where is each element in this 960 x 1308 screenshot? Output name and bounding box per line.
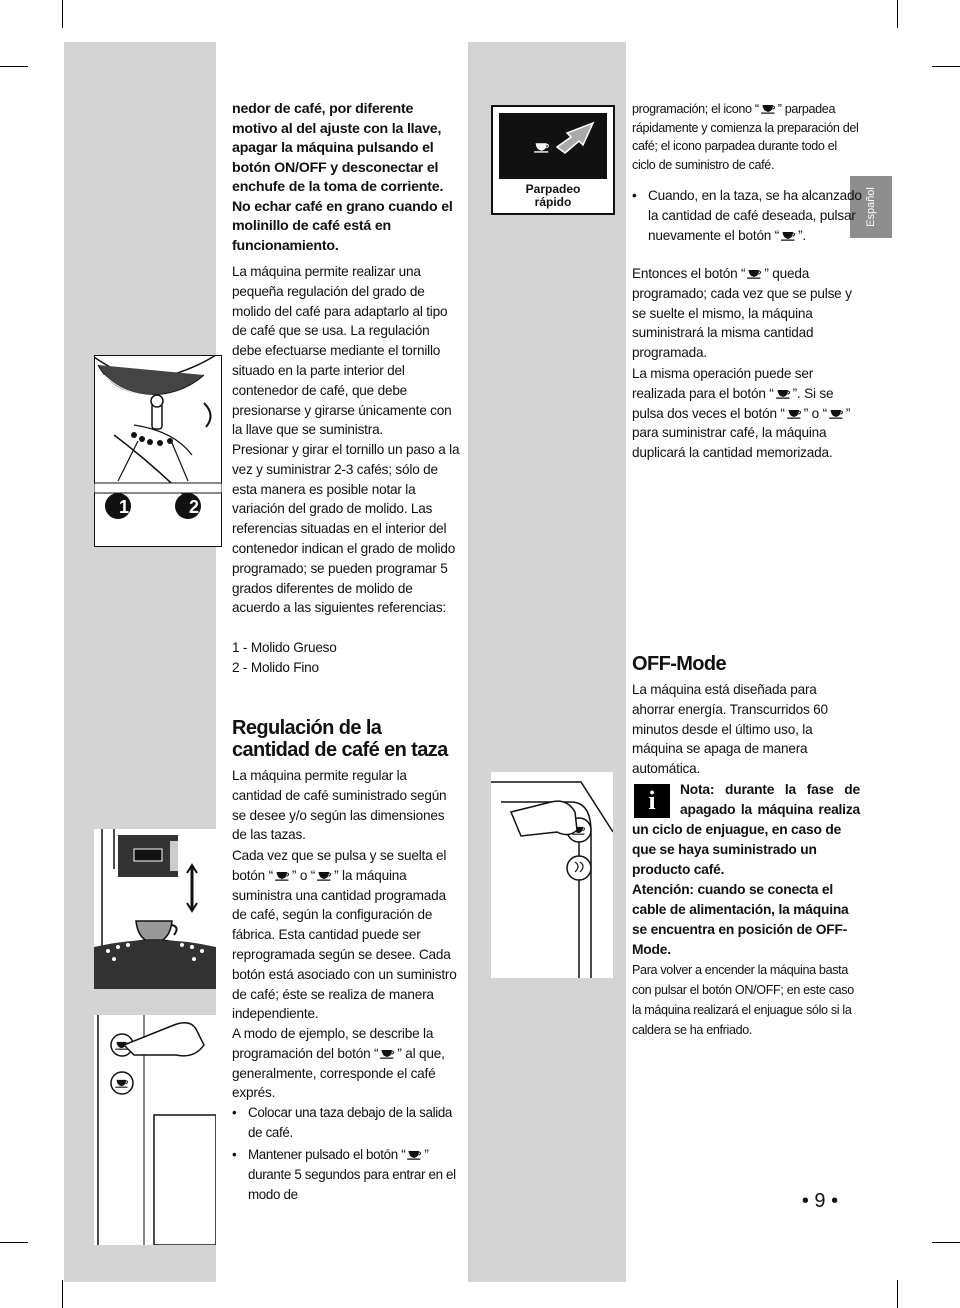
button-press-figure-left	[94, 1015, 216, 1245]
note-body: un ciclo de enjuague, en caso de que se haya suministrado un producto café.	[632, 822, 842, 877]
bullet-place-cup-text: Colocar una taza debajo de la salida de café.	[248, 1105, 453, 1140]
col3-same-operation-c: ” o “	[803, 405, 827, 421]
col1-grind-steps: Presionar y girar el tornillo un paso a la vez y suministrar 2-3 cafés; sólo de esta manera es posible notar la variación del grado de molido. Las referencias situadas en el interior del contenedor indican el grado de molido programado; se pueden programar 5 grados diferentes de molido de acuerdo a las siguientes referencias:	[232, 442, 460, 616]
off-mode-intro: La máquina está diseñada para ahorrar energía. Transcurridos 60 minutos desde el último uso, la máquina se apaga de manera automática.	[632, 682, 828, 777]
espresso-cup-icon	[407, 1149, 422, 1160]
col3-bullet	[632, 186, 862, 245]
note-attention: Atención: cuando se conecta el cable de alimentación, la máquina se encuentra en posición de OFF-Mode.	[632, 882, 849, 957]
off-mode-heading: OFF-Mode	[632, 653, 727, 675]
espresso-cup-icon	[787, 408, 802, 419]
note-info-icon-glyph: i	[648, 786, 656, 815]
bullet-place-cup	[232, 1103, 460, 1143]
bullet-press-again-a: Cuando, en la taza, se ha alcanzado la cantidad de café deseada, pulsar nuevamente el botón “	[648, 188, 862, 243]
pointer-arrow-icon	[555, 121, 601, 155]
bullet-hold-button	[232, 1145, 460, 1205]
middle-figure-band	[468, 42, 626, 1282]
col1-quantity-buttons-b: ” o “	[291, 867, 316, 883]
note-info-icon	[634, 784, 670, 818]
page-number: • 9 •	[801, 1190, 839, 1212]
col3-same-operation-d: ” para suministrar café, la máquina duplicará la cantidad memorizada.	[632, 405, 851, 461]
button-press-figure-middle	[491, 772, 613, 978]
col3-same-operation	[632, 364, 862, 463]
col3-programming-b: ” parpadea rápidamente y comienza la preparación del café; el icono parpadea durante todo el ciclo de suministro de café.	[632, 102, 859, 173]
col3-same-operation-b: ”. Si se pulsa dos veces el botón “	[632, 385, 834, 421]
col1-quantity-buttons	[232, 846, 460, 1024]
espresso-cup-icon	[761, 103, 776, 114]
flashing-cup-icon	[534, 141, 550, 153]
figure-label-2: 2	[188, 497, 199, 517]
grinder-figure	[94, 355, 222, 547]
col1-quantity-buttons-a: Cada vez que se pulsa y se suelta el botón “	[232, 848, 447, 883]
col1-reference-list	[232, 638, 460, 678]
col3-programmed	[632, 264, 862, 363]
flash-label: Parpadeo rápido	[525, 182, 581, 209]
double-cup-icon	[776, 388, 791, 399]
reference-fine: 2 - Molido Fino	[232, 659, 319, 675]
single-cup-icon	[275, 870, 290, 881]
col1-example-a: A modo de ejemplo, se describe la programación del botón “	[232, 1026, 434, 1061]
bullet-press-again-b: ”.	[798, 227, 806, 243]
col3-programmed-b: ” queda programado; cada vez que se pulse y se suelte el mismo, la máquina suministrará la misma cantidad programada.	[632, 266, 852, 361]
col1-quantity-buttons-c: ” la máquina suministra una cantidad programada de café, según la configuración de fábrica. Esta cantidad puede ser reprogramada según se desee. Cada botón está asociado con un suministro de café; éste se realiza de manera independiente.	[232, 867, 457, 1022]
flash-figure	[491, 105, 615, 215]
col1-bullets	[232, 1103, 460, 1205]
col3-programmed-a: Entonces el botón “	[632, 266, 746, 281]
espresso-cup-icon	[781, 230, 796, 241]
col3-programming	[632, 100, 862, 175]
col1-quantity-intro: La máquina permite regular la cantidad de café suministrado según se desee y/o según las dimensiones de las tazas.	[232, 768, 447, 843]
col3-same-operation-a: La misma operación puede ser realizada para el botón “	[632, 366, 814, 401]
col1-warning: nedor de café, por diferente motivo al del ajuste con la llave, apagar la máquina pulsando el botón ON/OFF y desconectar el enchufe de la toma de corriente. No echar café en grano cuando el molinillo de café está en funcionamiento.	[232, 101, 453, 254]
double-cup-icon	[317, 870, 332, 881]
bullet-hold-button-a: Mantener pulsado el botón “	[248, 1147, 406, 1162]
bullet-press-again	[632, 186, 862, 245]
double-cup-icon	[829, 408, 844, 419]
note-lead: Nota: durante la fase de apagado la máquina realiza	[680, 782, 860, 817]
figure-label-1: 1	[118, 497, 129, 517]
col3-programming-a: programación; el icono “	[632, 102, 759, 116]
section-heading-quantity: Regulación de la cantidad de café en taza	[232, 717, 448, 761]
col1-example-b: ” al que, generalmente, corresponde el café exprés.	[232, 1045, 445, 1101]
language-tab-label: Español	[865, 187, 877, 227]
col1-example	[232, 1024, 460, 1103]
machine-cup-figure	[94, 829, 216, 989]
off-mode-restart: Para volver a encender la máquina basta con pulsar el botón ON/OFF; en este caso la máquina realizará el enjuague sólo si la caldera se ha enfriado.	[632, 963, 854, 1037]
espresso-cup-icon	[747, 268, 762, 279]
flash-display	[499, 113, 607, 179]
bullet-hold-button-b: ” durante 5 segundos para entrar en el modo de	[248, 1147, 456, 1202]
reference-coarse: 1 - Molido Grueso	[232, 640, 337, 655]
espresso-cup-icon	[380, 1048, 395, 1059]
col1-grind-intro: La máquina permite realizar una pequeña regulación del grado de molido del café para adaptarlo al tipo de café que se usa. La regulación debe efectuarse mediante el tornillo situado en la parte interior del contenedor de café, que debe presionarse y girarse únicamente con la llave que se suministra.	[232, 264, 452, 438]
